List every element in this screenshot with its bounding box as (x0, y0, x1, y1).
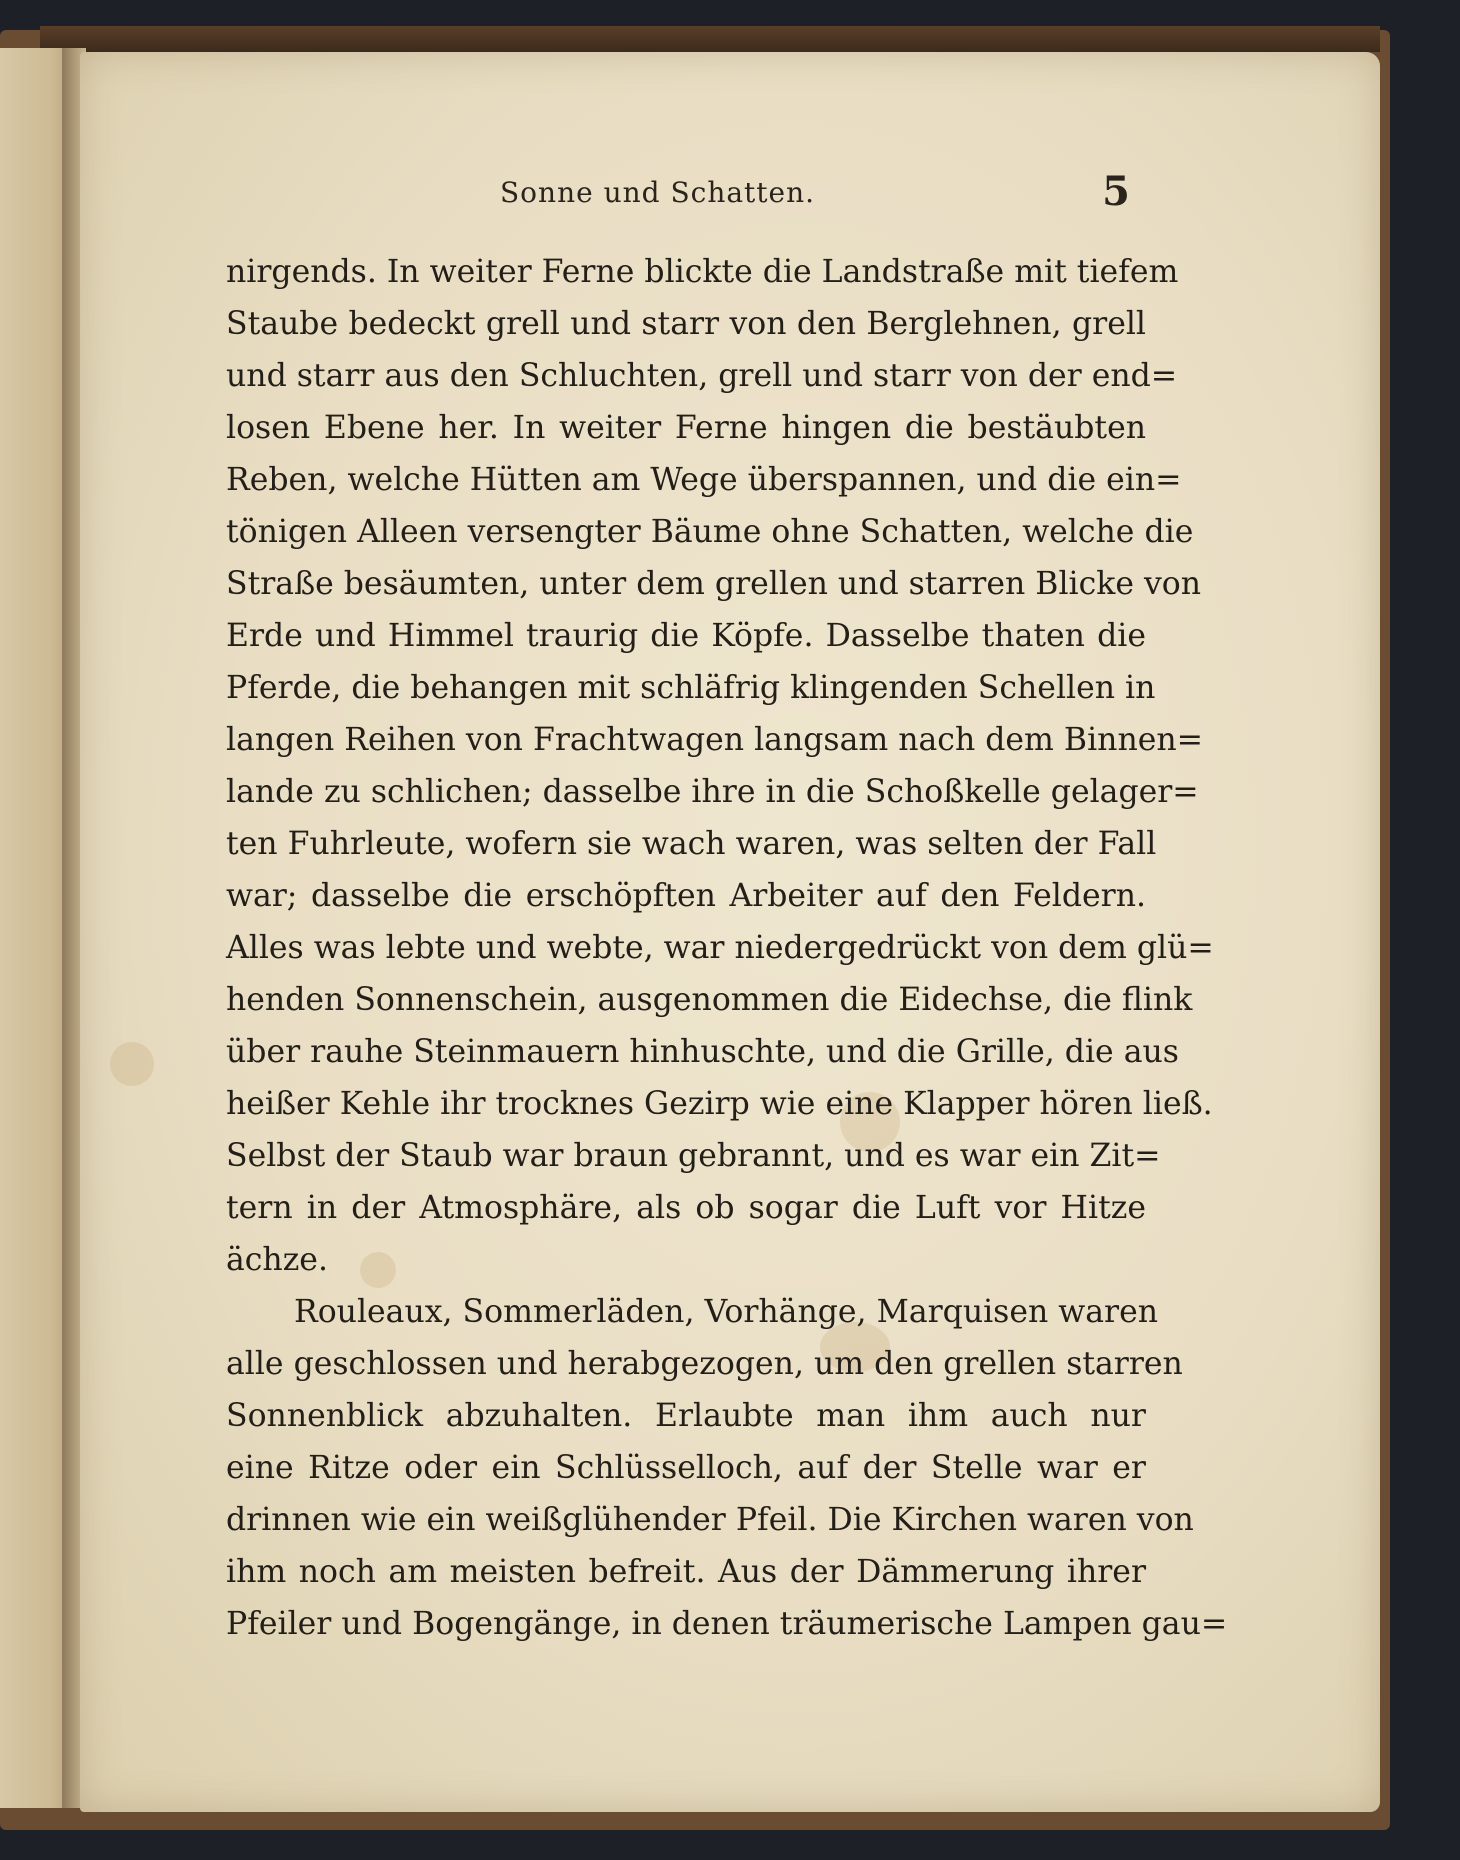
running-header (500, 168, 1160, 228)
running-title: Sonne und Schatten. (500, 176, 816, 209)
text-line: ächze. (226, 1242, 328, 1278)
text-line: und starr aus den Schluchten, grell und starr von der end= (226, 358, 1178, 394)
text-line: Sonnenblick abzuhalten. Erlaubte man ihm auch nur (226, 1398, 1146, 1434)
text-line: Pferde, die behangen mit schläfrig klingenden Schellen in (226, 670, 1156, 706)
text-line: drinnen wie ein weißglühender Pfeil. Die Kirchen waren von (226, 1502, 1194, 1538)
text-line: Straße besäumten, unter dem grellen und starren Blicke von (226, 566, 1202, 602)
text-line: über rauhe Steinmauern hinhuschte, und die Grille, die aus (226, 1034, 1179, 1070)
text-line: henden Sonnenschein, ausgenommen die Eidechse, die flink (226, 982, 1193, 1018)
text-line: Erde und Himmel traurig die Köpfe. Dasselbe thaten die (226, 618, 1146, 654)
text-line: heißer Kehle ihr trocknes Gezirp wie eine Klapper hören ließ. (226, 1086, 1213, 1122)
text-line: losen Ebene her. In weiter Ferne hingen die bestäubten (226, 410, 1146, 446)
text-line: langen Reihen von Frachtwagen langsam nach dem Binnen= (226, 722, 1204, 758)
text-line: Selbst der Staub war braun gebrannt, und es war ein Zit= (226, 1138, 1161, 1174)
text-line: nirgends. In weiter Ferne blickte die Landstraße mit tiefem (226, 254, 1179, 290)
text-line: eine Ritze oder ein Schlüsselloch, auf der Stelle war er (226, 1450, 1146, 1486)
paragraph-first-line: Rouleaux, Sommerläden, Vorhänge, Marquisen waren (294, 1294, 1159, 1330)
text-line: Pfeiler und Bogengänge, in denen träumerische Lampen gau= (226, 1606, 1228, 1642)
text-line: lande zu schlichen; dasselbe ihre in die Schoßkelle gelager= (226, 774, 1199, 810)
body-text (226, 246, 1228, 1650)
page-number: 5 (1102, 168, 1130, 215)
page-stain (110, 1042, 154, 1086)
text-line: ten Fuhrleute, wofern sie wach waren, was selten der Fall (226, 826, 1157, 862)
text-line: Reben, welche Hütten am Wege überspannen, und die ein= (226, 462, 1182, 498)
text-line: Alles was lebte und webte, war niedergedrückt von dem glü= (226, 930, 1214, 966)
text-line: tönigen Alleen versengter Bäume ohne Schatten, welche die (226, 514, 1194, 550)
cover-top-edge (40, 26, 1380, 52)
text-line: war; dasselbe die erschöpften Arbeiter auf den Feldern. (226, 878, 1146, 914)
text-line: Staube bedeckt grell und starr von den Berglehnen, grell (226, 306, 1146, 342)
text-line: ihm noch am meisten befreit. Aus der Dämmerung ihrer (226, 1554, 1146, 1590)
text-line: alle geschlossen und herabgezogen, um den grellen starren (226, 1346, 1183, 1382)
text-line: tern in der Atmosphäre, als ob sogar die Luft vor Hitze (226, 1190, 1146, 1226)
